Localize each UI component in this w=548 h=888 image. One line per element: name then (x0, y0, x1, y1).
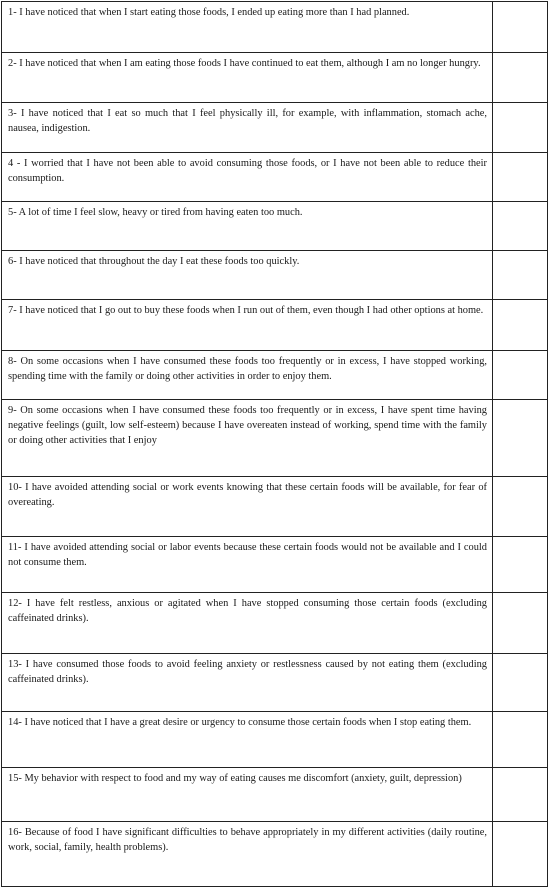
answer-cell[interactable] (493, 53, 548, 103)
table-row (2, 53, 548, 103)
answer-cell[interactable] (493, 400, 548, 477)
answer-cell[interactable] (493, 202, 548, 251)
question-text: 7- I have noticed that I go out to buy these foods when I run out of them, even though I had other options at home. (2, 300, 493, 351)
table-row (2, 768, 548, 822)
answer-cell[interactable] (493, 103, 548, 153)
table-row (2, 400, 548, 477)
table-row (2, 300, 548, 351)
table-row (2, 822, 548, 887)
question-text: 13- I have consumed those foods to avoid feeling anxiety or restlessness caused by not eating them (excluding caffeinated drinks). (2, 654, 493, 712)
table-row (2, 251, 548, 300)
answer-cell[interactable] (493, 153, 548, 202)
question-text: 9- On some occasions when I have consumed these foods too frequently or in excess, I have spent time having negative feelings (guilt, low self-esteem) because I have overeaten instead of working, spend time with the family or doing other activities that I enjoy (2, 400, 493, 477)
question-text: 10- I have avoided attending social or work events knowing that these certain foods will be available, for fear of overeating. (2, 477, 493, 537)
table-row (2, 654, 548, 712)
answer-cell[interactable] (493, 654, 548, 712)
answer-cell[interactable] (493, 822, 548, 887)
question-text: 16- Because of food I have significant difficulties to behave appropriately in my different activities (daily routine, work, social, family, health problems). (2, 822, 493, 887)
questionnaire-table (1, 1, 548, 887)
table-row (2, 103, 548, 153)
answer-cell[interactable] (493, 300, 548, 351)
table-row (2, 202, 548, 251)
question-text: 3- I have noticed that I eat so much that I feel physically ill, for example, with inflammation, stomach ache, nausea, indigestion. (2, 103, 493, 153)
question-text: 8- On some occasions when I have consumed these foods too frequently or in excess, I have stopped working, spending time with the family or doing other activities in order to enjoy them. (2, 351, 493, 400)
question-text: 15- My behavior with respect to food and my way of eating causes me discomfort (anxiety, guilt, depression) (2, 768, 493, 822)
answer-cell[interactable] (493, 537, 548, 593)
question-text: 12- I have felt restless, anxious or agitated when I have stopped consuming those certain foods (excluding caffeinated drinks). (2, 593, 493, 654)
answer-cell[interactable] (493, 593, 548, 654)
table-row (2, 537, 548, 593)
question-text: 6- I have noticed that throughout the day I eat these foods too quickly. (2, 251, 493, 300)
answer-cell[interactable] (493, 2, 548, 53)
question-text: 5- A lot of time I feel slow, heavy or tired from having eaten too much. (2, 202, 493, 251)
answer-cell[interactable] (493, 768, 548, 822)
question-text: 11- I have avoided attending social or labor events because these certain foods would not be available and I could not consume them. (2, 537, 493, 593)
answer-cell[interactable] (493, 712, 548, 768)
question-text: 4 - I worried that I have not been able to avoid consuming those foods, or I have not been able to reduce their consumption. (2, 153, 493, 202)
question-text: 2- I have noticed that when I am eating those foods I have continued to eat them, although I am no longer hungry. (2, 53, 493, 103)
answer-cell[interactable] (493, 477, 548, 537)
table-row (2, 351, 548, 400)
question-text: 14- I have noticed that I have a great desire or urgency to consume those certain foods when I stop eating them. (2, 712, 493, 768)
table-row (2, 712, 548, 768)
question-text: 1- I have noticed that when I start eating those foods, I ended up eating more than I had planned. (2, 2, 493, 53)
table-row (2, 477, 548, 537)
answer-cell[interactable] (493, 251, 548, 300)
answer-cell[interactable] (493, 351, 548, 400)
table-row (2, 593, 548, 654)
table-row (2, 2, 548, 53)
table-row (2, 153, 548, 202)
